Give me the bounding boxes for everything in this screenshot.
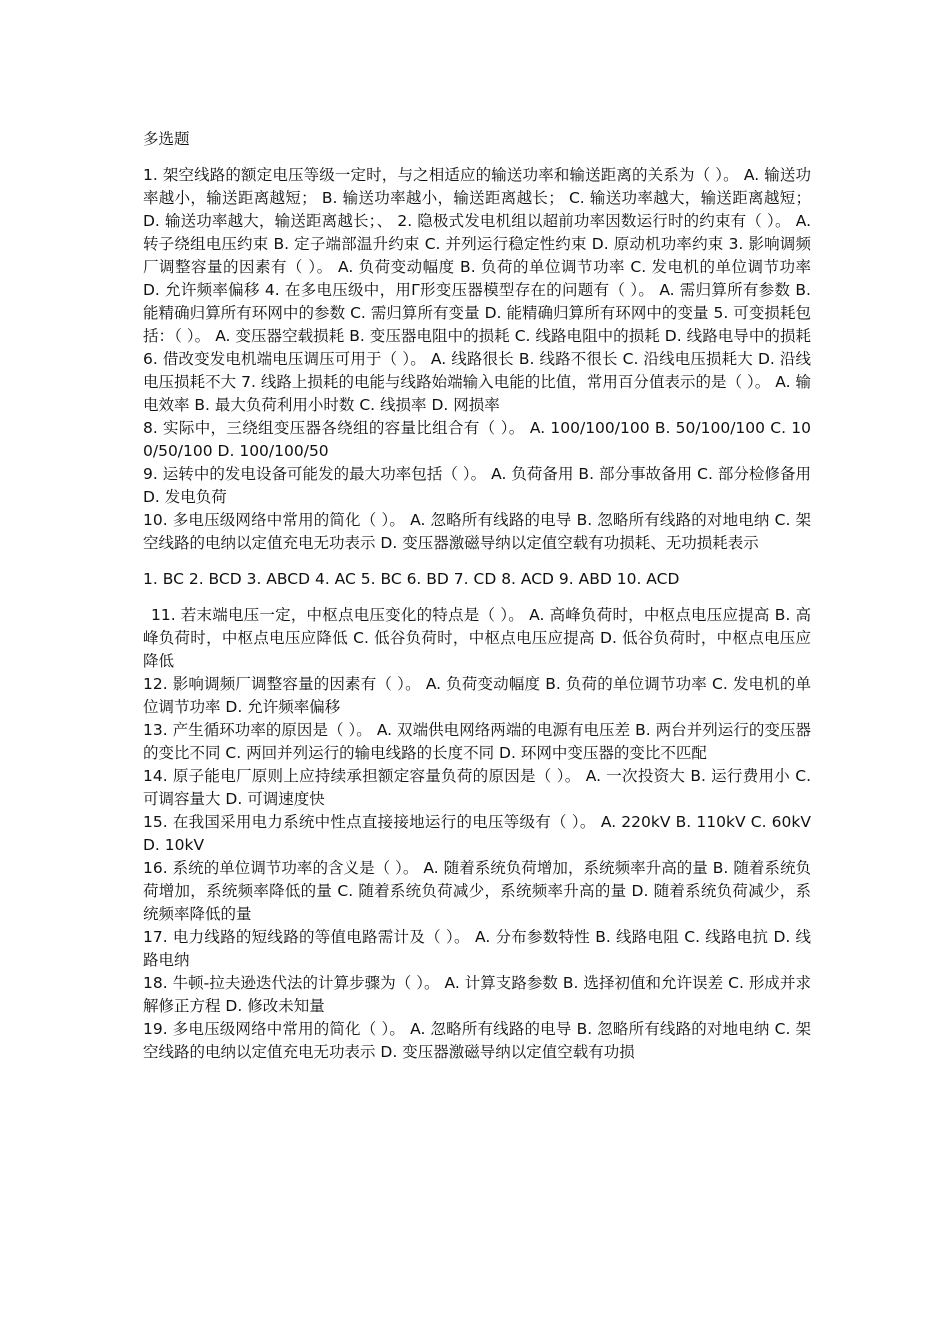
question-block-1-7: 1. 架空线路的额定电压等级一定时，与之相适应的输送功率和输送距离的关系为（ ）。 A. 输送功率越小，输送距离越短； B. 输送功率越小，输送距离越长； C. 输送功率越大，输送距离越短； D. 输送功率越大，输送距离越长；、 2. 隐极式发电机组以超前功率因数运行时的约束有（ ）。 A. 转子绕组电压约束 B. 定子端部温升约束 C. 并列运行稳定性约束 D. 原动机功率约束 3. 影响调频厂调整容量的因素有（ ）。 A. 负荷变动幅度 B. 负荷的单位调节功率 C. 发电机的单位调节功率 D. 允许频率偏移 4. 在多电压级中，用Γ形变压器模型存在的问题有（ ）。 A. 需归算所有参数 B. 能精确归算所有环网中的参数 C. 需归算所有变量 D. 能精确归算所有环网中的变量 5. 可变损耗包括：（ ）。 A. 变压器空载损耗 B. 变压器电阻中的损耗 C. 线路电阻中的损耗 D. 线路电导中的损耗 6. 借改变发电机端电压调压可用于（ ）。 A. 线路很长 B. 线路不很长 C. 沿线电压损耗大 D. 沿线电压损耗不大 7. 线路上损耗的电能与线路始端输入电能的比值，常用百分值表示的是（ ）。 A. 输电效率 B. 最大负荷利用小时数 C. 线损率 D. 网损率 <box>143 166 811 414</box>
question-17: 17. 电力线路的短线路的等值电路需计及（ ）。 A. 分布参数特性 B. 线路电阻 C. 线路电抗 D. 线路电纳 <box>143 928 811 969</box>
question-16: 16. 系统的单位调节功率的含义是（ ）。 A. 随着系统负荷增加，系统频率升高的量 B. 随着系统负荷增加，系统频率降低的量 C. 随着系统负荷减少，系统频率升高的量 D. 随着系统负荷减少，系统频率降低的量 <box>143 859 811 923</box>
document-page <box>143 128 811 1064</box>
question-11: 11. 若末端电压一定，中枢点电压变化的特点是（ ）。 A. 高峰负荷时，中枢点电压应提高 B. 高峰负荷时，中枢点电压应降低 C. 低谷负荷时，中枢点电压应提高 D. 低谷负荷时，中枢点电压应降低 <box>143 606 811 670</box>
question-14: 14. 原子能电厂原则上应持续承担额定容量负荷的原因是（ ）。 A. 一次投资大 B. 运行费用小 C. 可调容量大 D. 可调速度快 <box>143 767 811 808</box>
section-heading: 多选题 <box>143 130 190 148</box>
question-9: 9. 运转中的发电设备可能发的最大功率包括（ ）。 A. 负荷备用 B. 部分事故备用 C. 部分检修备用 D. 发电负荷 <box>143 465 811 506</box>
question-13: 13. 产生循环功率的原因是（ ）。 A. 双端供电网络两端的电源有电压差 B. 两台并列运行的变压器的变比不同 C. 两回并列运行的输电线路的长度不同 D. 环网中变压器的变比不匹配 <box>143 721 811 762</box>
question-19: 19. 多电压级网络中常用的简化（ ）。 A. 忽略所有线路的电导 B. 忽略所有线路的对地电纳 C. 架空线路的电纳以定值充电无功表示 D. 变压器激磁导纳以定值空载有功损 <box>143 1020 811 1061</box>
question-8: 8. 实际中，三绕组变压器各绕组的容量比组合有（ ）。 A. 100/100/100 B. 50/100/100 C. 100/50/100 D. 100/100/50 <box>143 419 811 460</box>
question-12: 12. 影响调频厂调整容量的因素有（ ）。 A. 负荷变动幅度 B. 负荷的单位调节功率 C. 发电机的单位调节功率 D. 允许频率偏移 <box>143 675 811 716</box>
question-18: 18. 牛顿-拉夫逊迭代法的计算步骤为（ ）。 A. 计算支路参数 B. 选择初值和允许误差 C. 形成并求解修正方程 D. 修改未知量 <box>143 974 811 1015</box>
answer-key: 1. BC 2. BCD 3. ABCD 4. AC 5. BC 6. BD 7. CD 8. ACD 9. ABD 10. ACD <box>143 570 680 588</box>
question-15: 15. 在我国采用电力系统中性点直接接地运行的电压等级有（ ）。 A. 220kV B. 110kV C. 60kV D. 10kV <box>143 813 811 854</box>
question-10: 10. 多电压级网络中常用的简化（ ）。 A. 忽略所有线路的电导 B. 忽略所有线路的对地电纳 C. 架空线路的电纳以定值充电无功表示 D. 变压器激磁导纳以定值空载有功损耗、无功损耗表示 <box>143 511 811 552</box>
